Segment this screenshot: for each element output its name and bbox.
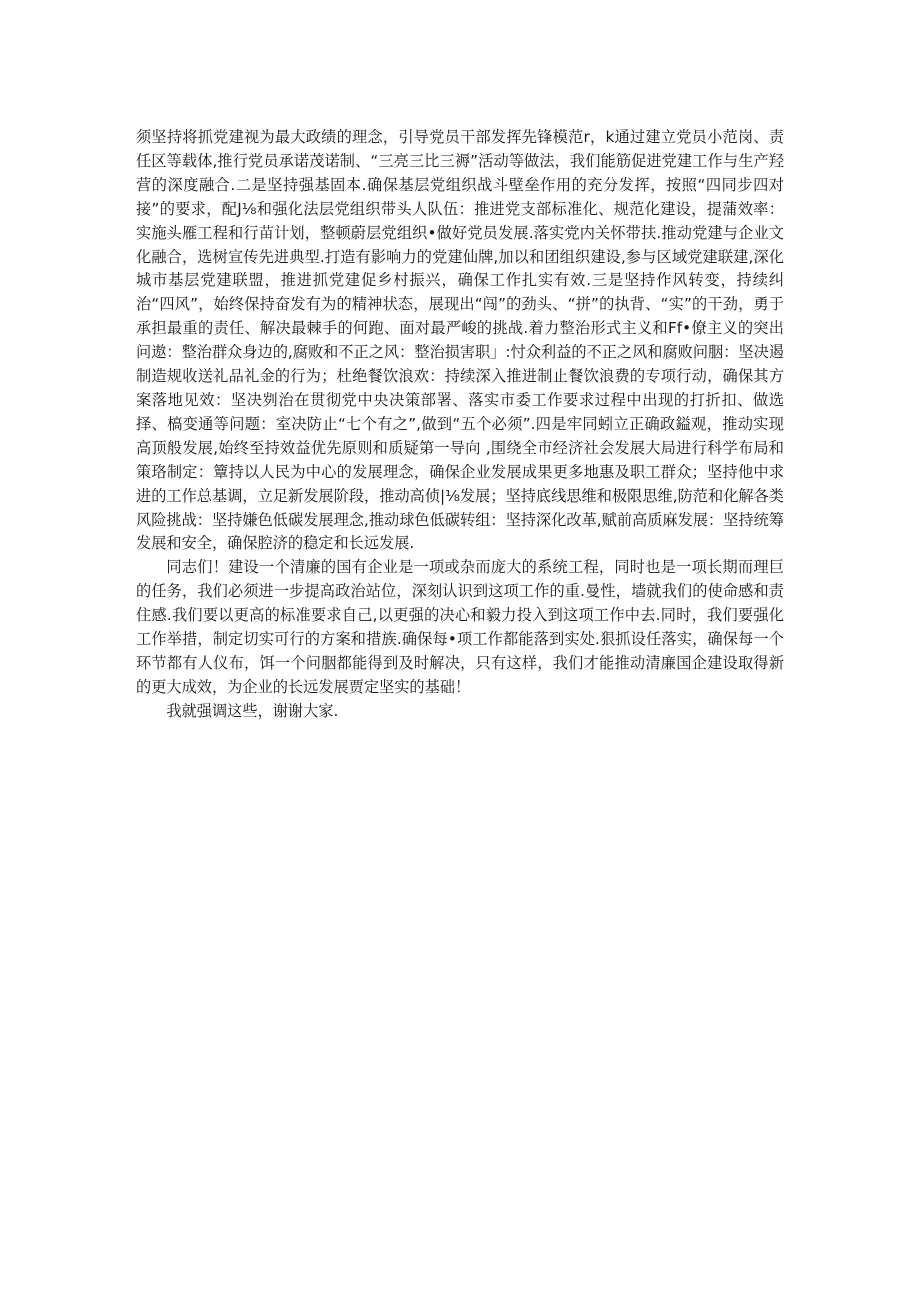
document-body [136,126,784,724]
body-paragraph-2: 同志们！建设一个清廉的国有企业是一项或杂而庞大的系统工程，同时也是一项长期而理巨的任务，我们必须进一步提高政治站位，深刻认识到这项工作的重.曼性，墙就我们的使命感和责住感.我们要以更高的标准要求自己,以更强的决心和毅力投入到这项工作中去.同时，我们要强化工作举措，制定切实可行的方案和措族.确保每•项工作都能落到实处.狠抓设任落实，确保每一个环节都有人仪布，饵一个问胭都能得到及时解决，只有这样，我们才能推动清廉国企建设取得新的更大成效，为企业的长远发展贾定坚实的基础！ [136,558,784,696]
body-paragraph-1: 须坚持将抓党建视为最大政绩的理念，引导党员干部发挥先锋模范r，k通过建立党员小范岗、责任区等载体,推行党员承诺茂诺制、“三亮三比三褥”活动等做法，我们能筋促进党建工作与生产羟营的深度融合.二是坚持强基固本.确保基层党组织战斗壁垒作用的充分发挥，按照“四同步四对接”的要求，配J⅛和强化法层党组织带头人队伍：推进党支部标准化、规范化建设，提蒲效率：实施头雁工程和行苗计划，整顿蔚层党组织•做好党员发展.落实党内关怀带扶.推动党建与企业文化融合，选树宣传先进典型.打造有影响力的党建仙牌,加以和团组织建设,参与区域党建联建,深化城市基层党建联盟，推进抓党建促乡村振兴，确保工作扎实有效.三是坚持作风转变，持续纠治“四风”，始终保持奋发有为的精神状态，展现出“闯”的劲头、“拼”的执背、“实”的干劲，勇于承担最重的责任、解决最棘手的何跑、面对最严峻的挑战.着力整治形式主义和Ff•僚主义的突出问遨：整治群众身边的,腐败和不正之风：整治损害职」:忖众利益的不正之风和腐败问胭：坚决遏制造规收送礼品礼金的行为；杜绝餐饮浪欢：持续深入推进制止餐饮浪费的专项行动，确保其方案落地见效：坚决刿治在贯彻党中央决策部署、落实市委工作要求过程中出现的打折扣、做选择、槁变通等问题：室决防止“七个有之”,做到“五个必须”.四是牢同蚓立正确政鎰观，推动实现高顶般发展,始终至持效益优先原则和质疑第一导向 ,围绕全市经济社会发展大局进行科学布局和策珞制定：簟持以人民为中心的发展理念，确保企业发展成果更多地惠及职工群众；坚持他中求进的工作总基调，立足新发展阶段，推动高侦|⅛发展；坚持底线思维和极限思维,防范和化解各类风险挑战：坚持嫌色低碳发展理念,推动球色低碳转组：坚持深化改革,赋前高质麻发展：坚持统筹发展和安全，确保腔济的稳定和长远发展. [136,128,784,553]
closing-paragraph: 我就强调这些，谢谢大家. [166,701,339,720]
